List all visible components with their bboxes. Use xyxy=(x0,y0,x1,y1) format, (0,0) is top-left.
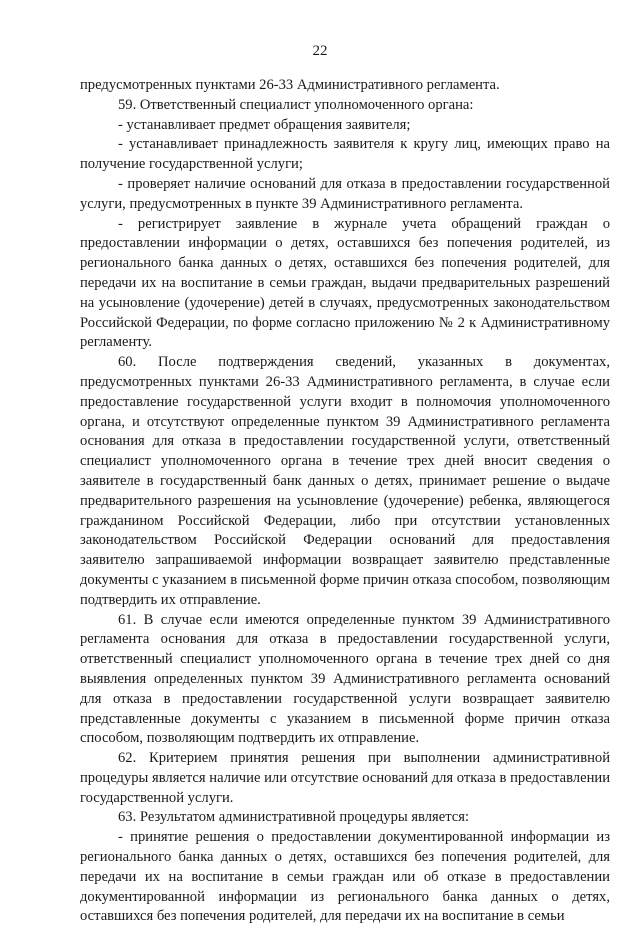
paragraph: 62. Критерием принятия решения при выполнении административной процедуры является наличие или отсутствие оснований для отказа в предоставлении государственной услуги. xyxy=(80,750,610,806)
paragraph: - принятие решения о предоставлении документированной информации из регионального банка данных о детях, оставшихся без попечения родителей, для передачи их на воспитание в семьи граждан или об отказе в предоставлении документированной информации из регионального банка данных о детях, оставшихся без попечения родителей, для передачи их на воспитание в семьи xyxy=(80,829,610,925)
paragraph: 59. Ответственный специалист уполномоченного органа: xyxy=(118,96,474,113)
paragraph: 60. После подтверждения сведений, указанных в документах, предусмотренных пунктами 26-33 Административного регламента, в случае если предоставление государственной услуги входит в полномочия уполномоченного органа, и отсутствуют определенные пунктом 39 Административного регламента основания для отказа в предоставлении государственной услуги, ответственный специалист уполномоченного органа в течение трех дней вносит сведения о заявителе в государственный банк данных о детях, принимает решение о выдаче предварительного разрешения на усыновление (удочерение) ребенка, являющегося гражданином Российской Федерации, либо при отсутствии установленных законодательством Российской Федерации оснований для предоставления заявителю запрашиваемой информации возвращает заявителю представленные документы с указанием в письменной форме причин отказа способом, позволяющим подтвердить их отправление. xyxy=(80,354,610,608)
paragraph: предусмотренных пунктами 26-33 Административного регламента. xyxy=(80,77,500,93)
page-number: 22 xyxy=(312,43,328,59)
document-body xyxy=(80,76,610,927)
paragraph: - устанавливает принадлежность заявителя к кругу лиц, имеющих право на получение государственной услуги; xyxy=(80,136,610,173)
paragraph: - устанавливает предмет обращения заявителя; xyxy=(118,116,411,133)
paragraph: 63. Результатом административной процедуры является: xyxy=(118,809,470,826)
paragraph: - регистрирует заявление в журнале учета обращений граждан о предоставлении информации о детях, оставшихся без попечения родителей, из регионального банка данных о детях, оставшихся без попечения родителей, для передачи их на воспитание в семьи граждан, выдачи предварительных разрешений на усыновление (удочерение) детей в случаях, предусмотренных законодательством Российской Федерации, по форме согласно приложению № 2 к Административному регламенту. xyxy=(80,215,610,351)
paragraph: 61. В случае если имеются определенные пунктом 39 Административного регламента основания для отказа в предоставлении государственной услуги, ответственный специалист уполномоченного органа в течение трех дней со дня выявления определенных пунктом 39 Административного регламента оснований для отказа в предоставлении государственной услуги возвращает заявителю представленные документы с указанием в письменной форме причин отказа способом, позволяющим подтвердить их отправление. xyxy=(80,611,610,747)
paragraph: - проверяет наличие оснований для отказа в предоставлении государственной услуги, предусмотренных в пункте 39 Административного регламента. xyxy=(80,175,610,212)
